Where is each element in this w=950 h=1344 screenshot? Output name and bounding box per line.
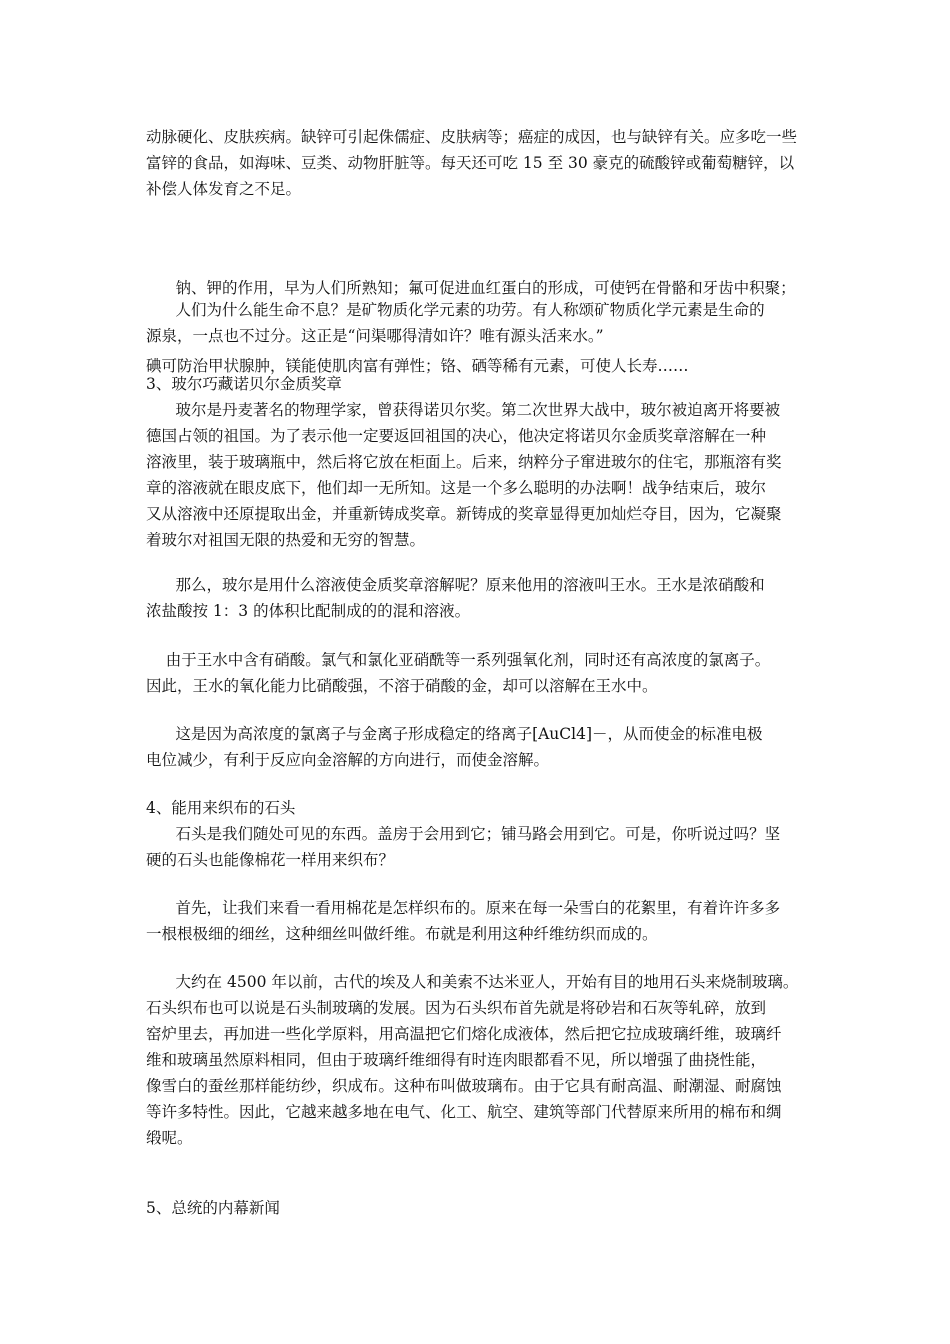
section-heading-5: 5、总统的内幕新闻 — [146, 1199, 280, 1217]
text-line: 源泉，一点也不过分。这正是“问渠哪得清如许？唯有源头活来水。” — [146, 327, 604, 345]
paragraph-zinc-deficiency — [146, 124, 811, 202]
text-line: 石头是我们随处可见的东西。盖房于会用到它；铺马路会用到它。可是，你听说过吗？坚 — [146, 825, 781, 843]
text-line: 动脉硬化、皮肤疾病。缺锌可引起侏儒症、皮肤病等；癌症的成因，也与缺锌有关。应多吃一些 — [146, 128, 798, 146]
text-line: 浓盐酸按 1：3 的体积比配制成的的混和溶液。 — [146, 602, 471, 620]
text-line: 这是因为高浓度的氯离子与金离子形成稳定的络离子[AuCl4]－，从而使金的标准电极 — [146, 725, 763, 743]
paragraph-cotton-fiber — [146, 895, 811, 947]
text-line: 那么，玻尔是用什么溶液使金质奖章溶解呢？原来他用的溶液叫王水。王水是浓硝酸和 — [146, 576, 765, 594]
text-line: 玻尔是丹麦著名的物理学家，曾获得诺贝尔奖。第二次世界大战中，玻尔被迫离开将要被 — [146, 401, 781, 419]
text-line: 缎呢。 — [146, 1129, 193, 1147]
text-line: 章的溶液就在眼皮底下，他们却一无所知。这是一个多么聪明的办法啊！战争结束后，玻尔 — [146, 479, 767, 497]
text-line: 首先，让我们来看一看用棉花是怎样织布的。原来在每一朵雪白的花絮里，有着许许多多 — [146, 899, 781, 917]
text-line: 等许多特性。因此，它越来越多地在电气、化工、航空、建筑等部门代替原来所用的棉布和绸 — [146, 1103, 782, 1121]
text-line: 富锌的食品，如海味、豆类、动物肝脏等。每天还可吃 15 至 30 豪克的硫酸锌或葡萄糖锌，以 — [146, 154, 795, 172]
text-line: 大约在 4500 年以前，古代的埃及人和美索不达米亚人，开始有目的地用石头来烧制玻璃。 — [146, 973, 799, 991]
text-line: 窑炉里去，再加进一些化学原料，用高温把它们熔化成液体，然后把它拉成玻璃纤维，玻璃纤 — [146, 1025, 782, 1043]
paragraph-stone-cloth-intro — [146, 821, 811, 873]
paragraph-oxidation — [146, 647, 811, 699]
text-line: 因此，王水的氧化能力比硝酸强，不溶于硝酸的金，却可以溶解在王水中。 — [146, 677, 658, 695]
section-heading-3: 3、玻尔巧藏诺贝尔金质奖章 — [146, 375, 342, 393]
text-line: 维和玻璃虽然原料相同，但由于玻璃纤维细得有时连肉眼都看不见，所以增强了曲挠性能， — [146, 1051, 767, 1069]
paragraph-complex-ion — [146, 721, 811, 773]
text-line: 石头织布也可以说是石头制玻璃的发展。因为石头织布首先就是将砂岩和石灰等轧碎，放到 — [146, 999, 767, 1017]
text-line: 人们为什么能生命不息？是矿物质化学元素的功劳。有人称颂矿物质化学元素是生命的 — [146, 301, 765, 319]
paragraph-glass-fiber — [146, 969, 811, 1151]
section-heading-4: 4、能用来织布的石头 — [146, 799, 296, 817]
paragraph-life-source — [146, 297, 811, 349]
text-line: 硬的石头也能像棉花一样用来织布？ — [146, 851, 395, 869]
text-line: 电位减少，有利于反应向金溶解的方向进行，而使金溶解。 — [146, 751, 550, 769]
text-line: 补偿人体发育之不足。 — [146, 180, 302, 198]
text-line: 溶液里，装于玻璃瓶中，然后将它放在柜面上。后来，纳粹分子窜进玻尔的住宅，那瓶溶有奖 — [146, 453, 782, 471]
text-line: 着玻尔对祖国无限的热爱和无穷的智慧。 — [146, 531, 426, 549]
text-line: 一根根极细的细丝，这种细丝叫做纤维。布就是利用这种纤维纺织而成的。 — [146, 925, 658, 943]
text-line: 又从溶液中还原提取出金，并重新铸成奖章。新铸成的奖章显得更加灿烂夺目，因为，它凝聚 — [146, 505, 782, 523]
text-line: 由于王水中含有硝酸。氯气和氯化亚硝酰等一系列强氧化剂，同时还有高浓度的氯离子。 — [146, 651, 771, 669]
paragraph-aqua-regia — [146, 572, 811, 624]
text-line: 德国占领的祖国。为了表示他一定要返回祖国的决心，他决定将诺贝尔金质奖章溶解在一种 — [146, 427, 767, 445]
text-line: 像雪白的蚕丝那样能纺纱，织成布。这种布叫做玻璃布。由于它具有耐高温、耐潮湿、耐腐蚀 — [146, 1077, 782, 1095]
text-line: 碘可防治甲状腺肿，镁能使肌肉富有弹性；铬、硒等稀有元素，可使人长寿…… — [146, 357, 689, 375]
paragraph-bohr-story — [146, 397, 811, 553]
text-line: 钠、钾的作用，早为人们所熟知；氟可促进血红蛋白的形成，可使钙在骨骼和牙齿中积聚； — [146, 279, 796, 297]
